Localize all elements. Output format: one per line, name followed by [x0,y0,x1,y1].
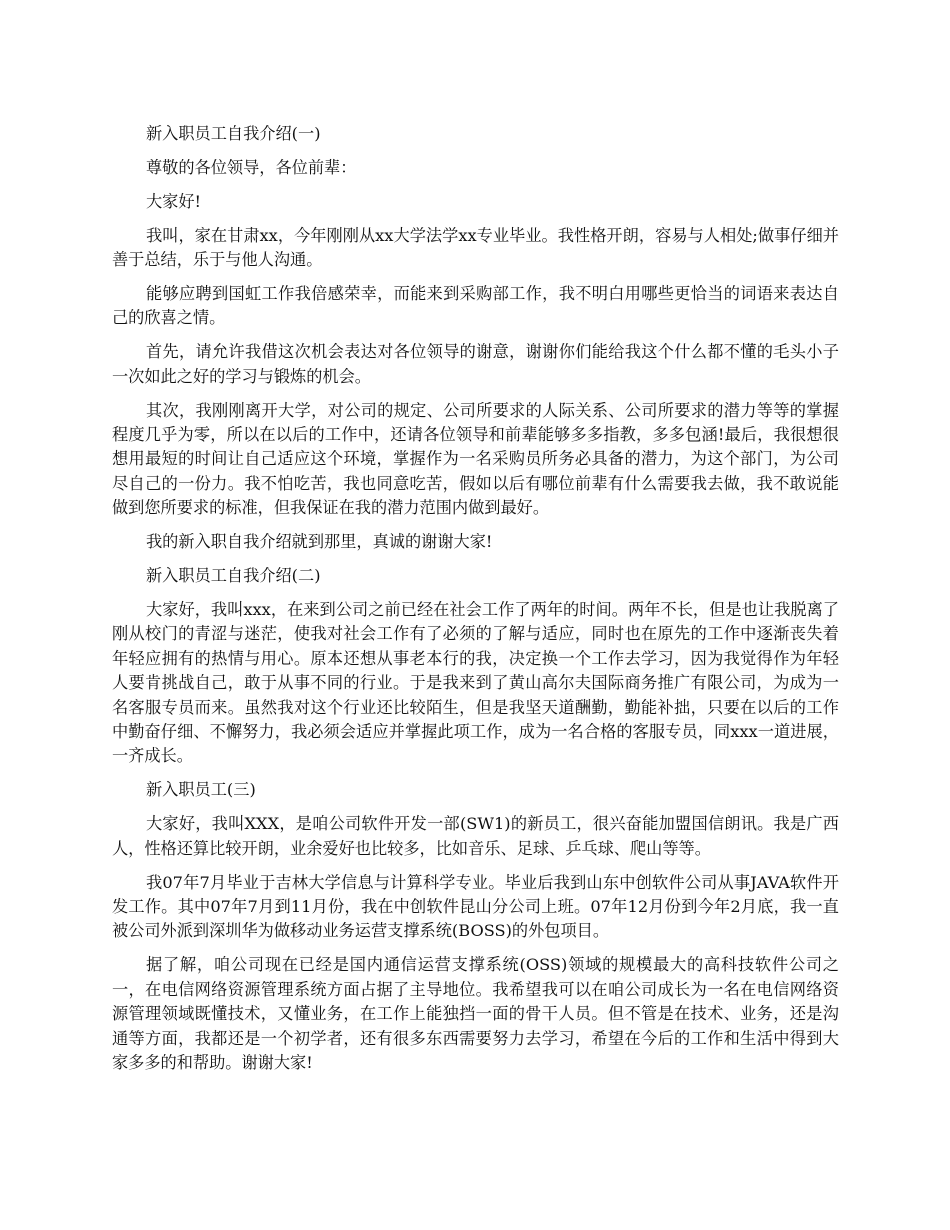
paragraph-closing: 我的新入职自我介绍就到那里，真诚的谢谢大家! [146,532,493,552]
paragraph-thanks: 首先，请允许我借这次机会表达对各位领导的谢意，谢谢你们能给我这个什么都不懂的毛头小子一次如此之好的学习与锻炼的机会。 [112,342,839,386]
document-page [112,122,839,1085]
paragraph-work-history: 我07年7月毕业于吉林大学信息与计算科学专业。毕业后我到山东中创软件公司从事JAVA软件开发工作。其中07年7月到11月份，我在中创软件昆山分公司上班。07年12月份到今年2月底，我一直被公司外派到深圳华为做移动业务运营支撑系统(BOSS)的外包项目。 [112,872,839,941]
paragraph-honor: 能够应聘到国虹工作我倍感荣幸，而能来到采购部工作，我不明白用哪些更恰当的词语来表达自己的欣喜之情。 [112,284,839,328]
section-title-3: 新入职员工(三) [146,780,256,800]
paragraph-commitment: 其次，我刚刚离开大学，对公司的规定、公司所要求的人际关系、公司所要求的潜力等等的掌握程度几乎为零，所以在以后的工作中，还请各位领导和前辈能够多多指教，多多包涵!最后，我很想很想用最短的时间让自己适应这个环境，掌握作为一名采购员所务必具备的潜力，为这个部门，为公司尽自己的一份力。我不怕吃苦，我也同意吃苦，假如以后有哪位前辈有什么需要我去做，我不敢说能做到您所要求的标准，但我保证在我的潜力范围内做到最好。 [112,400,839,518]
paragraph-company-goals: 据了解，咱公司现在已经是国内通信运营支撑系统(OSS)领域的规模最大的高科技软件公司之一，在电信网络资源管理系统方面占据了主导地位。我希望我可以在咱公司成长为一名在电信网络资源管理领域既懂技术，又懂业务，在工作上能独挡一面的骨干人员。但不管是在技术、业务，还是沟通等方面，我都还是一个初学者，还有很多东西需要努力去学习，希望在今后的工作和生活中得到大家多多的和帮助。谢谢大家! [112,955,839,1072]
salutation: 尊敬的各位领导，各位前辈： [146,157,357,177]
paragraph-second-intro: 大家好，我叫xxx，在来到公司之前已经在社会工作了两年的时间。两年不长，但是也让我脱离了刚从校门的青涩与迷茫，使我对社会工作有了必须的了解与适应，同时也在原先的工作中逐渐丧失着年轻应拥有的热情与用心。原本还想从事老本行的我，决定换一个工作去学习，因为我觉得作为年轻人要肯挑战自己，敢于从事不同的行业。于是我来到了黄山高尔夫国际商务推广有限公司，为成为一名客服专员而来。虽然我对这个行业还比较陌生，但是我坚天道酬勤，勤能补拙，只要在以后的工作中勤奋仔细、不懈努力，我必须会适应并掌握此项工作，成为一名合格的客服专员，同xxx一道进展，一齐成长。 [112,600,839,766]
section-title-2: 新入职员工自我介绍(二) [146,566,321,586]
section-title-1: 新入职员工自我介绍(一) [146,124,321,143]
paragraph-third-intro: 大家好，我叫XXX，是咱公司软件开发一部(SW1)的新员工，很兴奋能加盟国信朗讯。我是广西人，性格还算比较开朗，业余爱好也比较多，比如音乐、足球、乒乓球、爬山等等。 [112,814,839,858]
greeting: 大家好! [146,191,202,211]
paragraph-intro: 我叫，家在甘肃xx，今年刚刚从xx大学法学xx专业毕业。我性格开朗，容易与人相处;做事仔细并善于总结，乐于与他人沟通。 [112,225,839,270]
